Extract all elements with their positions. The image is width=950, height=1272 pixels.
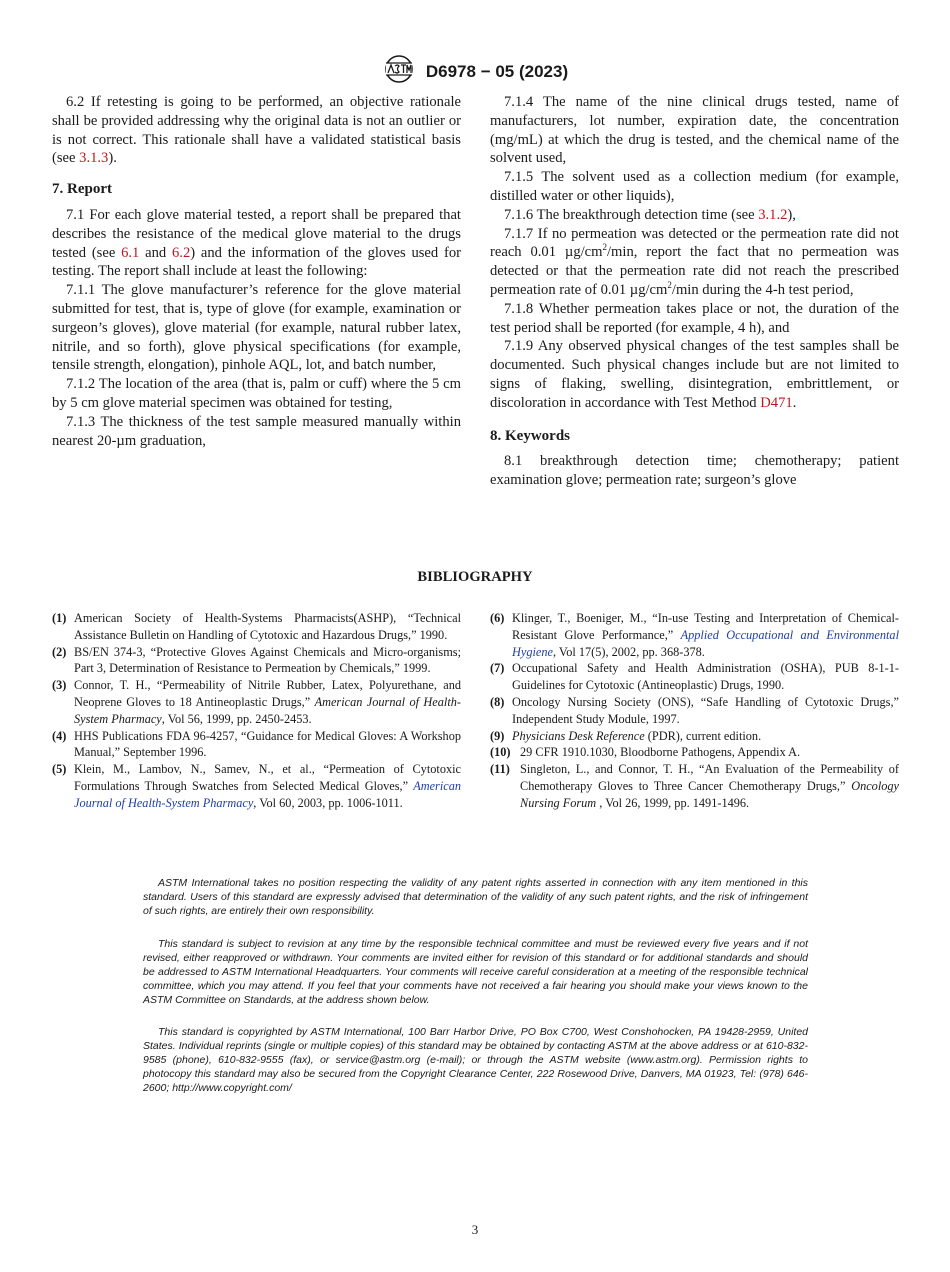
paragraph-7-1-6: 7.1.6 The breakthrough detection time (see 3.1.2), [504, 206, 796, 223]
bib-ref-1: (1) American Society of Health-Systems Pharmacists(ASHP), “Technical Assistance Bulletin on Handling of Cytotoxic and Hazardous Drugs,” 1990. [52, 611, 461, 642]
revision-notice: This standard is subject to revision at any time by the responsible technical committee and must be reviewed every five years and if not revised, either reapproved or withdrawn. Your comments are invited either for revision of this standard or for additional standards and should be addressed to ASTM International Headquarters. Your comments will receive careful consideration at a meeting of the responsible technical committee, which you may attend. If you feel that your comments have not received a fair hearing you should make your views known to the ASTM Committee on Standards, at the address shown below. [143, 938, 808, 1006]
section-8-title: 8. Keywords [490, 427, 570, 444]
paragraph-6-2: 6.2 If retesting is going to be performed, an objective rationale shall be provided addressing why the original data is not an outlier or is not correct. This rationale shall have a validated statistical basis (see 3.1.3). [52, 94, 461, 167]
bib-ref-10: (10) 29 CFR 1910.1030, Bloodborne Pathogens, Appendix A. [490, 745, 801, 760]
bibliography-left-column [52, 610, 461, 812]
journal-link[interactable]: American Journal of Health-System Pharmacy [74, 778, 461, 810]
left-column [52, 93, 461, 450]
patent-notice: ASTM International takes no position respecting the validity of any patent rights asserted in connection with any item mentioned in this standard. Users of this standard are expressly advised that determination of the validity of any such patent rights, and the risk of infringement of such rights, are entirely their own responsibility. [143, 877, 808, 917]
ref-link-6-2[interactable]: 6.2 [172, 244, 191, 261]
paragraph-8-1: 8.1 breakthrough detection time; chemotherapy; patient examination glove; permeation rate; surgeon’s glove [490, 453, 899, 489]
paragraph-7-1-3: 7.1.3 The thickness of the test sample measured manually within nearest 20-µm graduation, [52, 413, 461, 449]
journal-link[interactable]: Applied Occupational and Environmental Hygiene [512, 627, 899, 659]
bib-ref-9: (9) Physicians Desk Reference (PDR), current edition. [490, 728, 762, 743]
ref-link-3-1-3[interactable]: 3.1.3 [79, 150, 109, 167]
bib-ref-3: (3) Connor, T. H., “Permeability of Nitrile Rubber, Latex, Polyurethane, and Neoprene Gloves to 18 Antineoplastic Drugs,” American Journal of Health-System Pharmacy, Vol 56, 1999, pp. 2450-2453. [52, 678, 461, 726]
bib-ref-5: (5) Klein, M., Lambov, N., Samev, N., et al., “Permeation of Cytotoxic Formulations Through Swatches from Selected Medical Gloves,” American Journal of Health-System Pharmacy, Vol 60, 2003, pp. 1006-1011. [52, 762, 461, 810]
paragraph-7-1-8: 7.1.8 Whether permeation takes place or not, the duration of the test period shall be reported (for example, 4 h), and [490, 300, 899, 336]
right-column [490, 93, 899, 490]
ref-link-d471[interactable]: D471 [760, 394, 793, 411]
section-7-title: 7. Report [52, 181, 112, 198]
paragraph-7-1-1: 7.1.1 The glove manufacturer’s reference for the glove material submitted for test, that is, type of glove (for example, examination or surgeon’s gloves), glove material (for example, natural rubber latex, nitrile, and so forth), glove physical specifications (for example, tensile strength, elongation), pinhole AQL, lot, and batch number, [52, 282, 461, 374]
bib-ref-2: (2) BS/EN 374-3, “Protective Gloves Against Chemicals and Micro-organisms; Part 3, Determination of Resistance to Permeation by Chemicals,” 1999. [52, 644, 461, 676]
page-number: 3 [471, 1222, 479, 1237]
paragraph-7-1-2: 7.1.2 The location of the area (that is, palm or cuff) where the 5 cm by 5 cm glove material specimen was obtained for testing, [52, 376, 461, 411]
bib-ref-8: (8) Oncology Nursing Society (ONS), “Safe Handling of Cytotoxic Drugs,” Independent Study Module, 1997. [490, 694, 899, 726]
bibliography-title: BIBLIOGRAPHY [417, 569, 533, 585]
page-header [0, 54, 950, 89]
bib-ref-4: (4) HHS Publications FDA 96-4257, “Guidance for Medical Gloves: A Workshop Manual,” September 1996. [52, 728, 461, 760]
standard-designation: D6978 − 05 (2023) [425, 61, 569, 81]
copyright-notice: This standard is copyrighted by ASTM International, 100 Barr Harbor Drive, PO Box C700, West Conshohocken, PA 19428-2959, United States. Individual reprints (single or multiple copies) of this standard may be obtained by contacting ASTM at the above address or at 610-832-9585 (phone), 610-832-9555 (fax), or service@astm.org (e-mail); or through the ASTM website (www.astm.org). Permission rights to photocopy this standard may also be secured from the Copyright Clearance Center, 222 Rosewood Drive, Danvers, MA 01923, Tel: (978) 646-2600; http://www.copyright.com/ [143, 1026, 808, 1094]
paragraph-7-1-4: 7.1.4 The name of the nine clinical drugs tested, name of manufacturers, lot number, expiration date, the concentration (mg/mL) at which the drug is tested, and the chemical name of the solvent used, [490, 94, 899, 167]
ref-link-6-1[interactable]: 6.1 [121, 244, 140, 261]
bib-ref-6: (6) Klinger, T., Boeniger, M., “In-use Testing and Interpretation of Chemical-Resistant Glove Performance,” Applied Occupational and Environmental Hygiene, Vol 17(5), 2002, pp. 368-378. [490, 611, 899, 659]
bibliography-right-column [490, 610, 899, 812]
bib-ref-11: (11) Singleton, L., and Connor, T. H., “An Evaluation of the Permeability of Chemotherapy Gloves to Three Cancer Chemotherapy Drugs,” Oncology Nursing Forum , Vol 26, 1999, pp. 1491-1496. [490, 762, 899, 810]
astm-logo-icon [382, 54, 416, 89]
bib-ref-7: (7) Occupational Safety and Health Administration (OSHA), PUB 8-1-1-Guidelines for Cytotoxic (Antineoplastic) Drugs, 1990. [490, 661, 899, 693]
paragraph-7-1-7: 7.1.7 If no permeation was detected or the permeation rate did not reach 0.01 $\mu g/cm^2/\min$, report the fact that no permeation was detected or that the permeation rate did not reach the prescribed permeation rate of 0.01 $\mu g/cm^2/\min$ during the 4-h test period, [490, 225, 899, 298]
paragraph-7-1-9: 7.1.9 Any observed physical changes of the test samples shall be documented. Such physical changes include but are not limited to signs of flaking, swelling, disintegration, embrittlement, or discoloration in accordance with Test Method D471. [490, 338, 899, 411]
ref-link-3-1-2[interactable]: 3.1.2 [758, 206, 788, 223]
paragraph-7-1-5: 7.1.5 The solvent used as a collection medium (for example, distilled water or other liquids), [490, 169, 899, 204]
paragraph-7-1: 7.1 For each glove material tested, a report shall be prepared that describes the resistance of the medical glove material to the drugs tested (see 6.1 and 6.2) and the information of the gloves used for testing. The report shall include at least the following: [52, 206, 462, 280]
